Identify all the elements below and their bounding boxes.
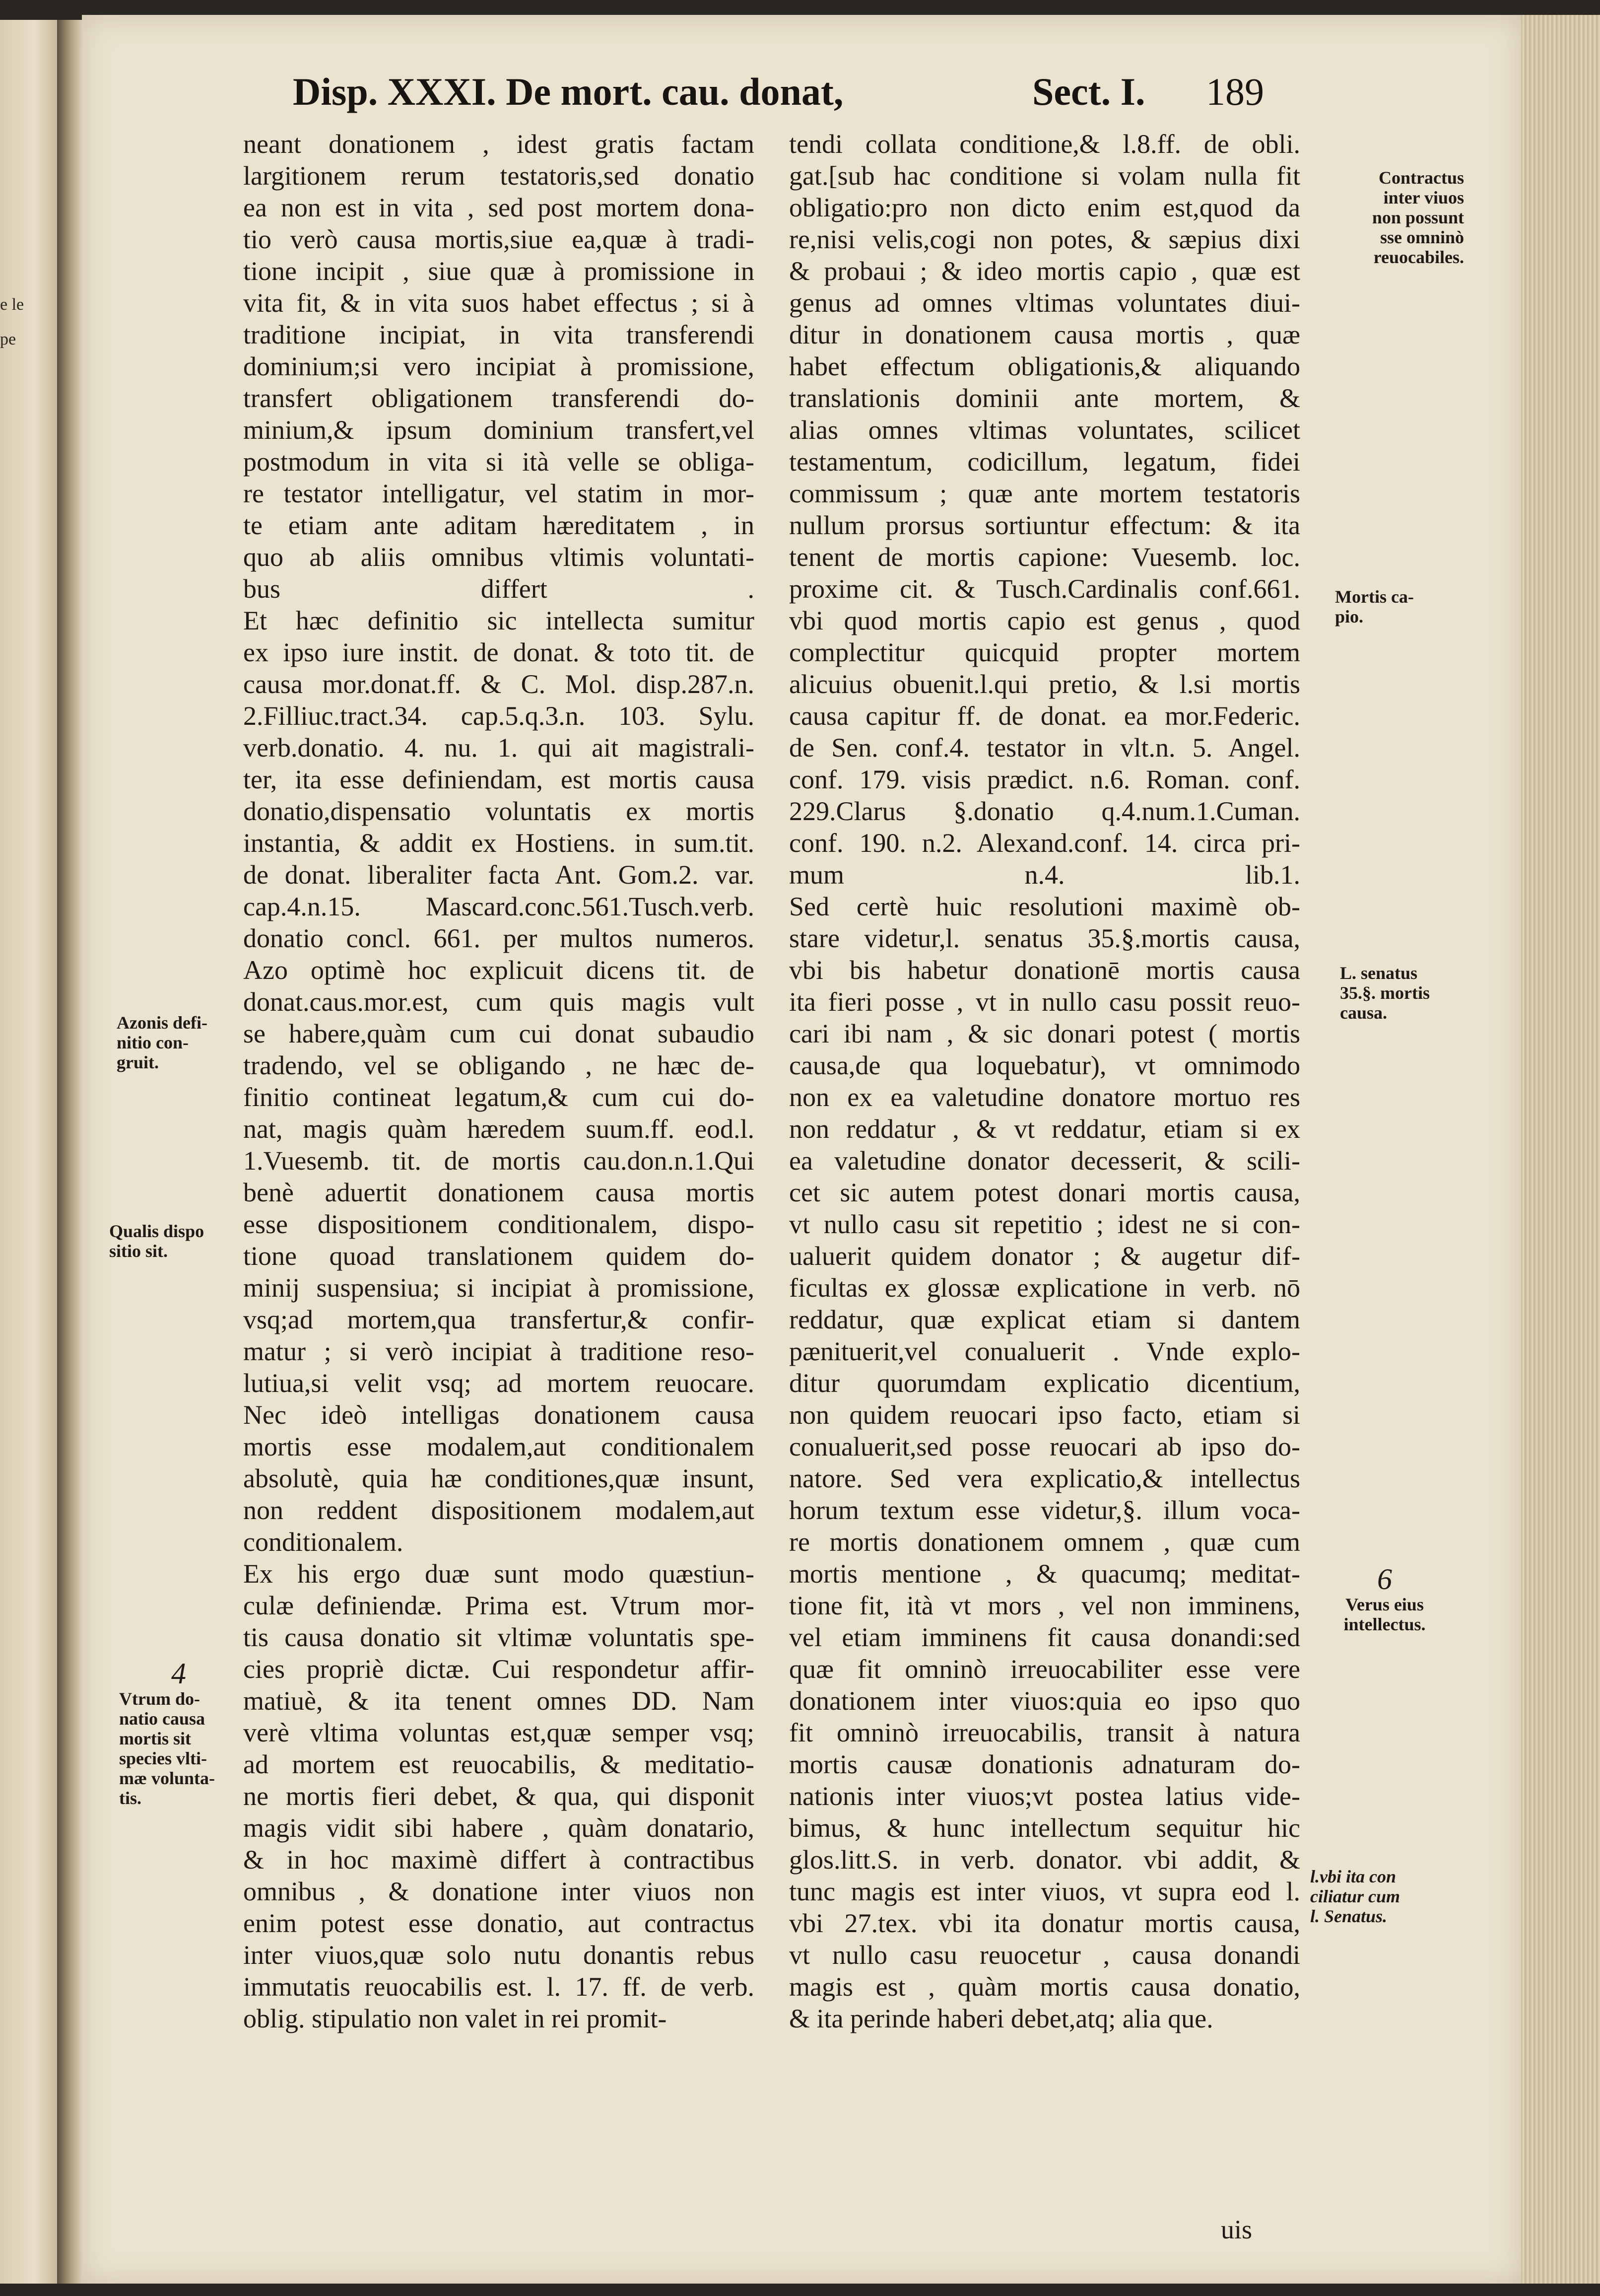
margin-note-number: 4 — [171, 1657, 186, 1690]
text-line: tione quoad translationem quidem do- — [243, 1241, 754, 1271]
text-line: re,nisi velis,cogi non potes, & sæpius dixi — [789, 224, 1300, 254]
text-line: ficultas ex glossæ explicatione in verb. nō — [789, 1273, 1300, 1303]
text-line: tunc magis est inter viuos, vt supra eod l. — [789, 1877, 1300, 1906]
margin-note-line: natio causa — [119, 1709, 205, 1729]
text-line: mortis causæ donationis adnaturam do- — [789, 1749, 1300, 1779]
text-line: 1.Vuesemb. tit. de mortis cau.don.n.1.Qui — [243, 1146, 754, 1176]
text-line: Sed certè huic resolutioni maximè ob- — [789, 892, 1300, 921]
margin-note-vtrum — [119, 1658, 238, 1808]
text-line: transfert obligationem transferendi do- — [243, 383, 754, 413]
text-line: donat.caus.mor.est, cum quis magis vult — [243, 987, 754, 1017]
text-line: tenent de mortis capione: Vuesemb. loc. — [789, 542, 1300, 572]
text-line: ad mortem est reuocabilis, & meditatio- — [243, 1749, 754, 1779]
catchword: uis — [1221, 2215, 1253, 2244]
margin-note-line: Azonis defi- — [117, 1013, 207, 1033]
text-line: ne mortis fieri debet, & qua, qui disponit — [243, 1781, 754, 1811]
text-line: mortis mentione , & quacumq; meditat- — [789, 1559, 1300, 1589]
text-line: ea valetudine donator decesserit, & scili- — [789, 1146, 1300, 1176]
margin-note-vbi-ita — [1310, 1867, 1449, 1926]
text-line: lutiua,si velit vsq; ad mortem reuocare. — [243, 1368, 754, 1398]
text-line: ex ipso iure instit. de donat. & toto tit. de — [243, 637, 754, 667]
text-line: inter viuos,quæ solo nutu donantis rebus — [243, 1940, 754, 1970]
text-line: conualuerit,sed posse reuocari ab ipso do- — [789, 1432, 1300, 1461]
page-number: 189 — [1206, 70, 1264, 113]
margin-note-line: causa. — [1340, 1003, 1388, 1023]
text-line: culæ definiendæ. Prima est. Vtrum mor- — [243, 1591, 754, 1620]
text-line: vbi quod mortis capio est genus , quod — [789, 606, 1300, 635]
text-line: translationis dominii ante mortem, & — [789, 383, 1300, 413]
text-line: ditur quorumdam explicatio dicentium, — [789, 1368, 1300, 1398]
left-page-fragment: e le — [0, 295, 24, 314]
text-line: nationis inter viuos;vt postea latius vide- — [789, 1781, 1300, 1811]
text-line: gat.[sub hac conditione si volam nulla fit — [789, 161, 1300, 191]
text-line: non reddatur , & vt reddatur, etiam si ex — [789, 1114, 1300, 1144]
text-line: minij suspensiua; si incipiat à promissione, — [243, 1273, 754, 1303]
text-line: glos.litt.S. in verb. donator. vbi addit, & — [789, 1845, 1300, 1875]
text-line: dominium;si vero incipiat à promissione, — [243, 351, 754, 381]
margin-note-line: Mortis ca- — [1335, 587, 1414, 607]
margin-note-verus — [1320, 1564, 1449, 1634]
margin-note-line: Qualis dispo — [109, 1221, 204, 1241]
margin-note-line: pio. — [1335, 607, 1364, 626]
text-line: habet effectum obligationis,& aliquando — [789, 351, 1300, 381]
text-line: tio verò causa mortis,siue ea,quæ à tradi- — [243, 224, 754, 254]
text-line: non quidem reuocari ipso facto, etiam si — [789, 1400, 1300, 1430]
text-line: bus differt . — [243, 574, 754, 604]
text-line: vita fit, & in vita suos habet effectus ; si à — [243, 288, 754, 318]
left-page-fragment: pe — [0, 330, 16, 348]
text-line: largitionem rerum testatoris,sed donatio — [243, 161, 754, 191]
text-line: causa capitur ff. de donat. ea mor.Federic. — [789, 701, 1300, 731]
margin-note-qualis — [109, 1221, 233, 1261]
text-line: horum textum esse videtur,§. illum voca- — [789, 1495, 1300, 1525]
text-line: cies propriè dictæ. Cui respondetur affir- — [243, 1654, 754, 1684]
text-line: re testator intelligatur, vel statim in mor- — [243, 479, 754, 508]
text-line: conf. 190. n.2. Alexand.conf. 14. circa pri- — [789, 828, 1300, 858]
text-line: Ex his ergo duæ sunt modo quæstiun- — [243, 1559, 754, 1589]
text-line: nat, magis quàm hæredem suum.ff. eod.l. — [243, 1114, 754, 1144]
text-line: omnibus , & donatione inter viuos non — [243, 1877, 754, 1906]
margin-note-mortis-capio — [1335, 587, 1454, 626]
margin-note-line: sse omninò — [1380, 227, 1464, 247]
margin-note-line: intellectus. — [1343, 1614, 1426, 1634]
text-line: immutatis reuocabilis est. l. 17. ff. de verb. — [243, 1972, 754, 2002]
text-line: commissum ; quæ ante mortem testatoris — [789, 479, 1300, 508]
text-line: reddatur, quæ explicat etiam si dantem — [789, 1305, 1300, 1334]
margin-note-line: 35.§. mortis — [1340, 983, 1430, 1003]
text-line: mortis esse modalem,aut conditionalem — [243, 1432, 754, 1461]
text-line: stare videtur,l. senatus 35.§.mortis causa, — [789, 923, 1300, 953]
text-line: matur ; si verò incipiat à traditione reso- — [243, 1336, 754, 1366]
text-line: te etiam ante aditam hæreditatem , in — [243, 510, 754, 540]
text-line: vel etiam imminens fit causa donandi:sed — [789, 1622, 1300, 1652]
text-line: quo ab aliis omnibus vltimis voluntati- — [243, 542, 754, 572]
text-line: cet sic autem potest donari mortis causa, — [789, 1178, 1300, 1207]
text-line: pænituerit,vel conualuerit . Vnde explo- — [789, 1336, 1300, 1366]
text-line: mum n.4. lib.1. — [789, 860, 1300, 890]
text-line: genus ad omnes vltimas voluntates diui- — [789, 288, 1300, 318]
text-line: magis vidit sibi habere , quàm donatario, — [243, 1813, 754, 1843]
text-line: traditione incipiat, in vita transferendi — [243, 320, 754, 349]
text-line: testamentum, codicillum, legatum, fidei — [789, 447, 1300, 477]
margin-note-line: sitio sit. — [109, 1241, 168, 1261]
text-line: tendi collata conditione,& l.8.ff. de obli. — [789, 129, 1300, 159]
margin-note-line: ciliatur cum — [1310, 1886, 1400, 1906]
margin-note-line: non possunt — [1372, 208, 1464, 227]
text-line: donatio,dispensatio voluntatis ex mortis — [243, 796, 754, 826]
margin-note-senatus — [1340, 963, 1459, 1023]
text-line: matiuè, & ita tenent omnes DD. Nam — [243, 1686, 754, 1716]
text-line: magis est , quàm mortis causa donatio, — [789, 1972, 1300, 2002]
text-line: esse dispositionem conditionalem, dispo- — [243, 1209, 754, 1239]
text-line: tis causa donatio sit vltimæ voluntatis spe- — [243, 1622, 754, 1652]
text-line: tradendo, vel se obligando , ne hæc de- — [243, 1050, 754, 1080]
text-line: cari ibi nam , & sic donari potest ( mortis — [789, 1019, 1300, 1048]
text-line: donatio concl. 661. per multos numeros. — [243, 923, 754, 953]
text-line: quæ fit omninò irreuocabiliter esse vere — [789, 1654, 1300, 1684]
text-line: de Sen. conf.4. testator in vlt.n. 5. Angel. — [789, 733, 1300, 763]
text-line: tione fit, ità vt mors , vel non imminens, — [789, 1591, 1300, 1620]
text-line: verb.donatio. 4. nu. 1. qui ait magistrali- — [243, 733, 754, 763]
margin-note-line: Contractus — [1379, 168, 1464, 188]
text-line: proxime cit. & Tusch.Cardinalis conf.661. — [789, 574, 1300, 604]
text-line: ualuerit quidem donator ; & augetur dif- — [789, 1241, 1300, 1271]
text-line: postmodum in vita si ità velle se obliga- — [243, 447, 754, 477]
margin-note-line: Verus eius — [1345, 1595, 1424, 1614]
header-section: Sect. I. — [1032, 70, 1145, 113]
text-line: 2.Filliuc.tract.34. cap.5.q.3.n. 103. Sylu. — [243, 701, 754, 731]
text-line: & probaui ; & ideo mortis capio , quæ est — [789, 256, 1300, 286]
text-line: obligatio:pro non dicto enim est,quod da — [789, 193, 1300, 222]
margin-note-line: Vtrum do- — [119, 1689, 200, 1709]
text-line: alias omnes vltimas voluntates, scilicet — [789, 415, 1300, 445]
text-line: instantia, & addit ex Hostiens. in sum.tit. — [243, 828, 754, 858]
text-line: natore. Sed vera explicatio,& intellectus — [789, 1463, 1300, 1493]
margin-note-line: tis. — [119, 1788, 141, 1808]
text-line: absolutè, quia hæ conditiones,quæ insunt, — [243, 1463, 754, 1493]
text-line: conf. 179. visis prædict. n.6. Roman. conf. — [789, 765, 1300, 794]
margin-note-line: L. senatus — [1340, 963, 1418, 983]
text-line: causa,de qua loquebatur), vt omnimodo — [789, 1050, 1300, 1080]
margin-note-line: reuocabiles. — [1373, 247, 1464, 267]
text-line: Nec ideò intelligas donationem causa — [243, 1400, 754, 1430]
text-line: neant donationem , idest gratis factam — [243, 129, 754, 159]
text-line: conditionalem. — [243, 1527, 403, 1557]
text-line: vbi bis habetur donationē mortis causa — [789, 955, 1300, 985]
margin-note-number: 6 — [1377, 1563, 1392, 1596]
margin-note-line: nitio con- — [117, 1033, 189, 1052]
text-line: causa mor.donat.ff. & C. Mol. disp.287.n. — [243, 669, 754, 699]
text-line: & in hoc maximè differt à contractibus — [243, 1845, 754, 1875]
text-line: ditur in donationem causa mortis , quæ — [789, 320, 1300, 349]
text-line: ea non est in vita , sed post mortem dona- — [243, 193, 754, 222]
text-line: complectitur quicquid propter mortem — [789, 637, 1300, 667]
text-line: non reddent dispositionem modalem,aut — [243, 1495, 754, 1525]
margin-note-line: l.vbi ita con — [1310, 1867, 1396, 1886]
margin-note-line: mortis sit — [119, 1729, 191, 1748]
running-header — [293, 70, 1300, 124]
text-line: oblig. stipulatio non valet in rei promit- — [243, 2004, 667, 2033]
text-line: bimus, & hunc intellectum sequitur hic — [789, 1813, 1300, 1843]
margin-note-line: gruit. — [117, 1052, 159, 1072]
text-line: 229.Clarus §.donatio q.4.num.1.Cuman. — [789, 796, 1300, 826]
text-line: cap.4.n.15. Mascard.conc.561.Tusch.verb. — [243, 892, 754, 921]
page-edges — [1521, 15, 1600, 2284]
text-line: vbi 27.tex. vbi ita donatur mortis causa, — [789, 1908, 1300, 1938]
text-line: vt nullo casu reuocetur , causa donandi — [789, 1940, 1300, 1970]
text-line: vt nullo casu sit repetitio ; idest ne si con- — [789, 1209, 1300, 1239]
text-column-left — [243, 128, 754, 2034]
margin-note-line: l. Senatus. — [1310, 1906, 1388, 1926]
text-line: se habere,quàm cum cui donat subaudio — [243, 1019, 754, 1048]
margin-note-contractus — [1330, 168, 1464, 267]
text-line: donationem inter viuos:quia eo ipso quo — [789, 1686, 1300, 1716]
text-line: enim potest esse donatio, aut contractus — [243, 1908, 754, 1938]
text-line: tione incipit , siue quæ à promissione in — [243, 256, 754, 286]
margin-note-line: inter viuos — [1383, 188, 1464, 208]
text-line: re mortis donationem omnem , quæ cum — [789, 1527, 1300, 1557]
text-line: minium,& ipsum dominium transfert,vel — [243, 415, 754, 445]
text-line: finitio contineat legatum,& cum cui do- — [243, 1082, 754, 1112]
text-line: verè vltima voluntas est,quæ semper vsq; — [243, 1718, 754, 1747]
book-gutter — [57, 20, 82, 2284]
text-line: & ita perinde haberi debet,atq; alia que. — [789, 2004, 1213, 2033]
text-line: de donat. liberaliter facta Ant. Gom.2. var. — [243, 860, 754, 890]
margin-note-azonis — [117, 1013, 231, 1072]
text-line: fit omninò irreuocabilis, transit à natura — [789, 1718, 1300, 1747]
text-line: ita fieri posse , vt in nullo casu possit reuo- — [789, 987, 1300, 1017]
text-line: benè aduertit donationem causa mortis — [243, 1178, 754, 1207]
text-line: non ex ea valetudine donatore mortuo res — [789, 1082, 1300, 1112]
margin-note-line: species vlti- — [119, 1748, 207, 1768]
text-line: Et hæc definitio sic intellecta sumitur — [243, 606, 754, 635]
header-title: Disp. XXXI. De mort. cau. donat, — [293, 70, 844, 113]
text-column-right — [789, 128, 1300, 2034]
margin-note-line: mæ volunta- — [119, 1768, 215, 1788]
left-page-edge — [0, 20, 59, 2284]
text-line: Azo optimè hoc explicuit dicens tit. de — [243, 955, 754, 985]
text-line: ter, ita esse definiendam, est mortis causa — [243, 765, 754, 794]
text-line: vsq;ad mortem,qua transfertur,& confir- — [243, 1305, 754, 1334]
text-line: alicuius obuenit.l.qui pretio, & l.si mortis — [789, 669, 1300, 699]
text-line: nullum prorsus sortiuntur effectum: & ita — [789, 510, 1300, 540]
